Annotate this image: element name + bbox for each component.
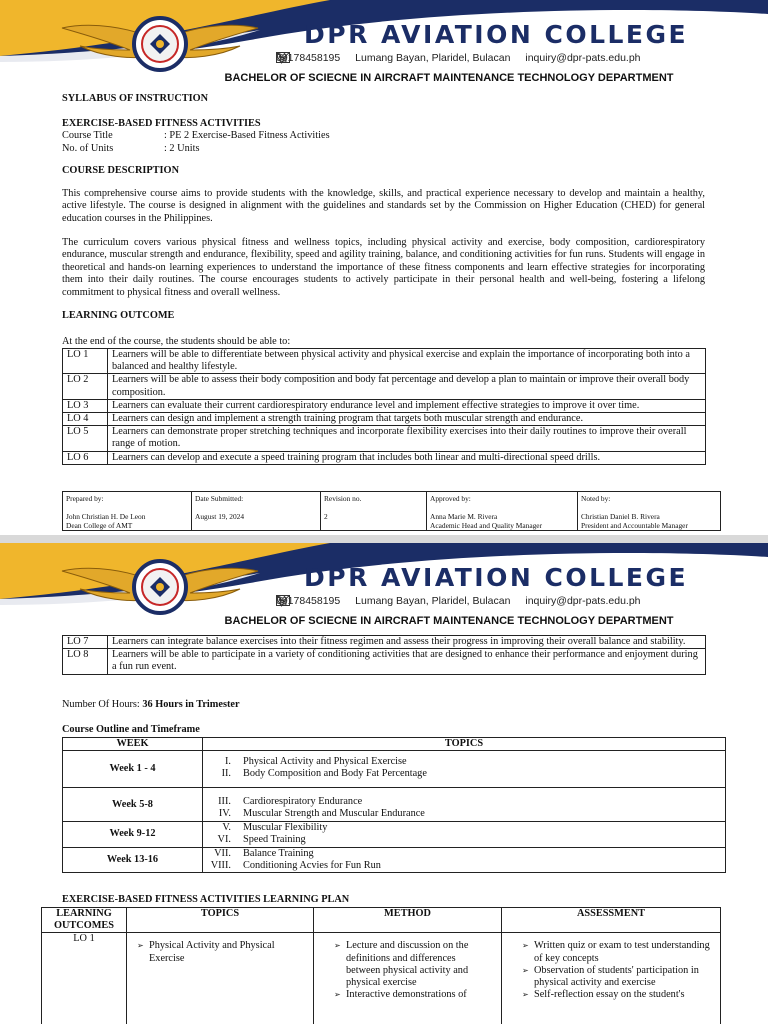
revision-value: 2 [324, 512, 328, 521]
outcome-code: LO 2 [63, 374, 108, 399]
table-row [42, 933, 721, 1024]
contact-line [276, 52, 653, 64]
plan-topics-cell [127, 933, 314, 1024]
table-header-row [42, 908, 721, 933]
table-row [63, 426, 706, 451]
course-heading: EXERCISE-BASED FITNESS ACTIVITIES [62, 118, 261, 129]
table-row [63, 413, 706, 426]
mail-icon [276, 52, 290, 63]
date-value: August 19, 2024 [195, 512, 245, 521]
prepared-by-cell [63, 492, 192, 530]
topic-text: Speed Training [243, 834, 306, 846]
hours-value: 36 Hours in Trimester [142, 699, 240, 710]
table-row [63, 636, 706, 649]
week-header: WEEK [63, 738, 203, 751]
course-title-value: : PE 2 Exercise-Based Fitness Activities [164, 130, 330, 141]
outcome-intro: At the end of the course, the students should be able to: [62, 336, 291, 347]
winged-seal-logo [60, 549, 260, 619]
week-cell: Week 9-12 [63, 822, 203, 847]
outcome-code: LO 7 [63, 636, 108, 649]
topic-text: Muscular Flexibility [243, 822, 328, 834]
approved-name: Anna Marie M. Rivera [430, 512, 498, 521]
phone-number: 09178458195 [276, 595, 341, 607]
plan-outcome-code: LO 1 [42, 933, 127, 1024]
department-title: BACHELOR OF SCIECNE IN AIRCRAFT MAINTENANCE TECHNOLOGY DEPARTMENT [224, 72, 674, 84]
outcome-text: Learners will be able to assess their body composition and body fat percentage and develop a plan to maintain or improve their overall body composition. [108, 374, 706, 399]
method-header: METHOD [314, 908, 502, 933]
outcome-text: Learners can evaluate their current cardiorespiratory endurance level and implement effective strategies to improve it over time. [108, 399, 706, 412]
outcome-text: Learners can demonstrate proper stretching techniques and incorporate flexibility exercises into their daily routines to improve their overall range of motion. [108, 426, 706, 451]
outcome-code: LO 4 [63, 413, 108, 426]
week-cell: Week 13-16 [63, 847, 203, 872]
topic-text: Conditioning Acvies for Fun Run [243, 859, 381, 871]
topic-text: Cardiorespiratory Endurance [243, 796, 363, 808]
address: Lumang Bayan, Plaridel, Bulacan [355, 595, 511, 607]
topic-number: III. [218, 796, 231, 808]
units-label: No. of Units [62, 143, 114, 154]
page-separator [0, 535, 768, 543]
topic-number: I. [224, 756, 231, 768]
assessment-header: ASSESSMENT [502, 908, 721, 933]
header-banner [0, 0, 768, 82]
college-name: DPR AVIATION COLLEGE [304, 20, 689, 49]
outcome-heading: LEARNING OUTCOME [62, 310, 175, 321]
noted-label: Noted by: [581, 494, 611, 503]
department-title: BACHELOR OF SCIECNE IN AIRCRAFT MAINTENANCE TECHNOLOGY DEPARTMENT [224, 615, 674, 627]
revision-cell [321, 492, 427, 530]
outcome-code: LO 8 [63, 649, 108, 674]
plan-topic-item: ➢ Physical Activity and Physical Exercise [137, 940, 303, 964]
learning-outcomes-table-continued [62, 635, 706, 675]
contact-line [276, 595, 653, 607]
method-item: ➢ Lecture and discussion on the definitions and differences between physical activity and physical exercise [334, 940, 491, 989]
table-row [63, 751, 726, 788]
table-row [63, 822, 726, 847]
table-row [63, 788, 726, 822]
email: inquiry@dpr-pats.edu.ph [525, 595, 641, 607]
course-outline-table [62, 737, 726, 873]
topics-cell [203, 847, 726, 872]
plan-assessment-cell [502, 933, 721, 1024]
plan-method-cell [314, 933, 502, 1024]
syllabus-title: SYLLABUS OF INSTRUCTION [62, 93, 209, 104]
noted-title: President and Accountable Manager [581, 521, 688, 530]
course-title-label: Course Title [62, 130, 113, 141]
outcome-code: LO 6 [63, 451, 108, 464]
mail-icon [276, 595, 290, 606]
outline-heading: Course Outline and Timeframe [62, 724, 200, 735]
topics-cell [203, 788, 726, 822]
topics-header: TOPICS [203, 738, 726, 751]
topic-text: Physical Activity and Physical Exercise [243, 756, 407, 768]
hours-label: Number Of Hours: [62, 699, 140, 710]
week-cell: Week 1 - 4 [63, 751, 203, 788]
assessment-item: ➢ Written quiz or exam to test understanding of key concepts [522, 940, 714, 964]
date-label: Date Submitted: [195, 494, 244, 503]
outcome-text: Learners will be able to differentiate between physical activity and physical exercise and explain the importance of incorporating both into a balanced and healthy lifestyle. [108, 349, 706, 374]
topics-cell [203, 822, 726, 847]
topic-number: VIII. [210, 859, 231, 871]
topic-number: IV. [218, 808, 231, 820]
assessment-item: ➢ Observation of students' participation in physical activity and exercise [522, 965, 714, 989]
outcome-code: LO 1 [63, 349, 108, 374]
outcome-text: Learners will be able to participate in a variety of conditioning activities that are designed to enhance their performance and enjoyment during a fun run event. [108, 649, 706, 674]
outcome-code: LO 3 [63, 399, 108, 412]
table-row [63, 374, 706, 399]
topic-number: II. [221, 768, 231, 780]
header-banner [0, 543, 768, 625]
table-row [63, 649, 706, 674]
syllabus-page-2 [0, 543, 768, 1024]
plan-heading: EXERCISE-BASED FITNESS ACTIVITIES LEARNING PLAN [62, 894, 350, 905]
outcome-text: Learners can integrate balance exercises into their fitness regimen and assess their progress in improving their overall balance and stability. [108, 636, 706, 649]
topic-number: V. [222, 822, 231, 834]
assessment-item: ➢ Self-reflection essay on the student's [522, 989, 714, 1001]
method-item: ➢ Interactive demonstrations of [334, 989, 491, 1001]
topic-number: VII. [214, 847, 231, 859]
topic-text: Balance Training [243, 847, 314, 859]
outcome-text: Learners can design and implement a strength training program that targets both muscular strength and endurance. [108, 413, 706, 426]
description-heading: COURSE DESCRIPTION [62, 165, 180, 176]
noted-by-cell [578, 492, 720, 530]
description-paragraph-2: The curriculum covers various physical fitness and wellness topics, including physical activity and exercise, body composition, cardiorespiratory endurance, muscular strength and endurance, flexibility, speed and agility training, balance, and conditioning activities for fun runs. Students will engage in theoretical and hands-on learning experiences to understand the importance of these fitness components and learn effective strategies for incorporating them into their daily routines. The course encourages students to actively participate in their personal health and well-being, fostering a lifelong commitment to physical fitness and overall wellness. [62, 237, 705, 298]
noted-name: Christian Daniel B. Rivera [581, 512, 660, 521]
revision-label: Revision no. [324, 494, 362, 503]
table-row [63, 451, 706, 464]
prepared-label: Prepared by: [66, 494, 104, 503]
prepared-name: John Christian H. De Leon [66, 512, 146, 521]
outcomes-header: LEARNING OUTCOMES [42, 908, 127, 933]
prepared-title: Dean College of AMT [66, 521, 133, 530]
college-name: DPR AVIATION COLLEGE [304, 563, 689, 592]
table-row [63, 399, 706, 412]
phone-number: 09178458195 [276, 52, 341, 64]
plan-topics-header: TOPICS [127, 908, 314, 933]
approved-by-cell [427, 492, 578, 530]
approval-footer [62, 491, 721, 531]
table-header-row [63, 738, 726, 751]
table-row [63, 847, 726, 872]
units-value: : 2 Units [164, 143, 200, 154]
topic-text: Body Composition and Body Fat Percentage [243, 768, 427, 780]
outcome-text: Learners can develop and execute a speed training program that includes both linear and multi-directional speed drills. [108, 451, 706, 464]
address: Lumang Bayan, Plaridel, Bulacan [355, 52, 511, 64]
week-cell: Week 5-8 [63, 788, 203, 822]
approved-label: Approved by: [430, 494, 471, 503]
topics-cell [203, 751, 726, 788]
outcome-code: LO 5 [63, 426, 108, 451]
topic-number: VI. [217, 834, 231, 846]
topic-text: Muscular Strength and Muscular Endurance [243, 808, 425, 820]
winged-seal-logo [60, 6, 260, 76]
learning-plan-table [41, 907, 721, 1024]
table-row [63, 349, 706, 374]
email: inquiry@dpr-pats.edu.ph [525, 52, 641, 64]
hours-line [62, 699, 240, 711]
learning-outcomes-table [62, 348, 706, 465]
date-submitted-cell [192, 492, 321, 530]
approved-title: Academic Head and Quality Manager [430, 521, 543, 530]
description-paragraph-1: This comprehensive course aims to provide students with the knowledge, skills, and practical experience necessary to develop and maintain a healthy, active lifestyle. The course is designed in alignment with the guidelines and standards set by the Commission on Higher Education (CHED) for general education courses in the Philippines. [62, 188, 705, 224]
